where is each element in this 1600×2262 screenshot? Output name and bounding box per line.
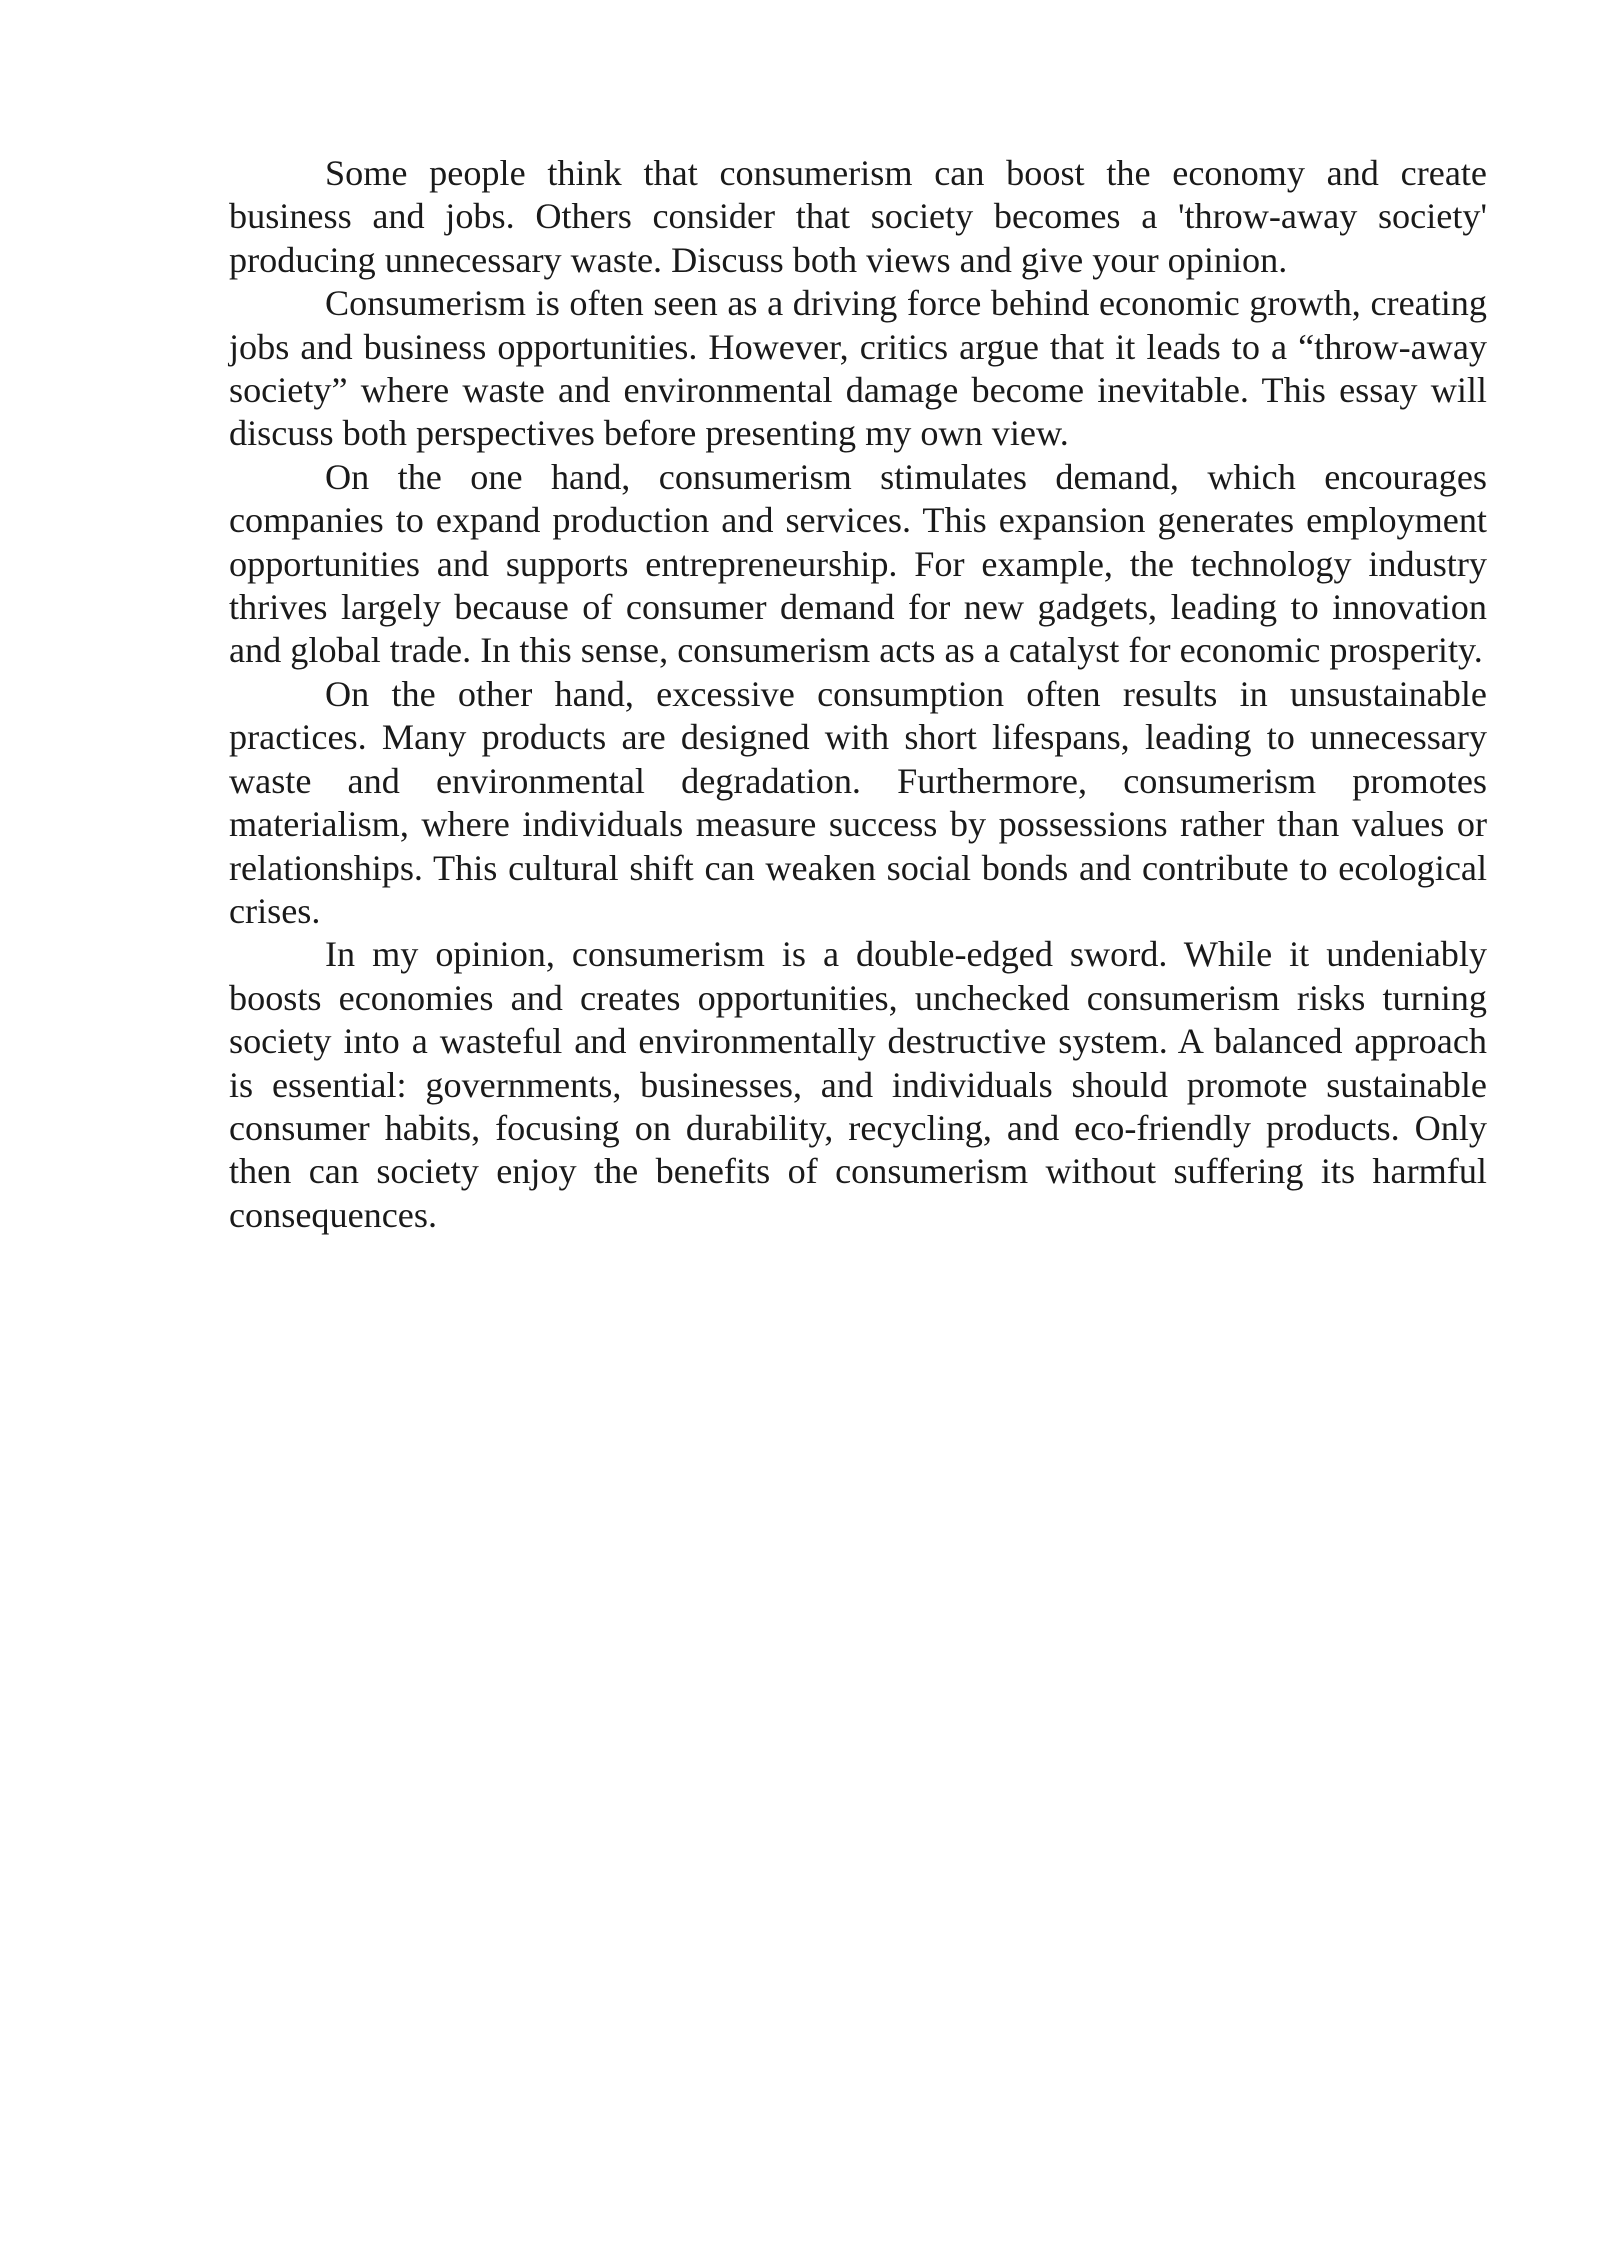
essay-prompt-paragraph: Some people think that consumerism can boost the economy and create business and jobs. Others consider that society becomes a 'throw-away society' producing unnecessary waste. Discuss both views and give your opinion. — [229, 153, 1487, 280]
essay-body — [229, 152, 1487, 1237]
introduction-paragraph: Consumerism is often seen as a driving force behind economic growth, creating jobs and business opportunities. However, critics argue that it leads to a “throw-away society” where waste and environmental damage become inevitable. This essay will discuss both perspectives before presenting my own view. — [229, 283, 1487, 454]
body-paragraph-benefits: On the one hand, consumerism stimulates demand, which encourages companies to expand production and services. This expansion generates employment opportunities and supports entrepreneurship. For example, the technology industry thrives largely because of consumer demand for new gadgets, leading to innovation and global trade. In this sense, consumerism acts as a catalyst for economic prosperity. — [229, 456, 1487, 671]
body-paragraph-drawbacks: On the other hand, excessive consumption often results in unsustainable practices. Many products are designed with short lifespans, leading to unnecessary waste and environmental degradation. Furthermore, consumerism promotes materialism, where individuals measure success by possessions rather than values or relationships. This cultural shift can weaken social bonds and contribute to ecological crises. — [229, 673, 1487, 931]
conclusion-paragraph: In my opinion, consumerism is a double-edged sword. While it undeniably boosts economies and creates opportunities, unchecked consumerism risks turning society into a wasteful and environmentally destructive system. A balanced approach is essential: governments, businesses, and individuals should promote sustainable consumer habits, focusing on durability, recycling, and eco-friendly products. Only then can society enjoy the benefits of consumerism without suffering its harmful consequences. — [229, 934, 1487, 1235]
